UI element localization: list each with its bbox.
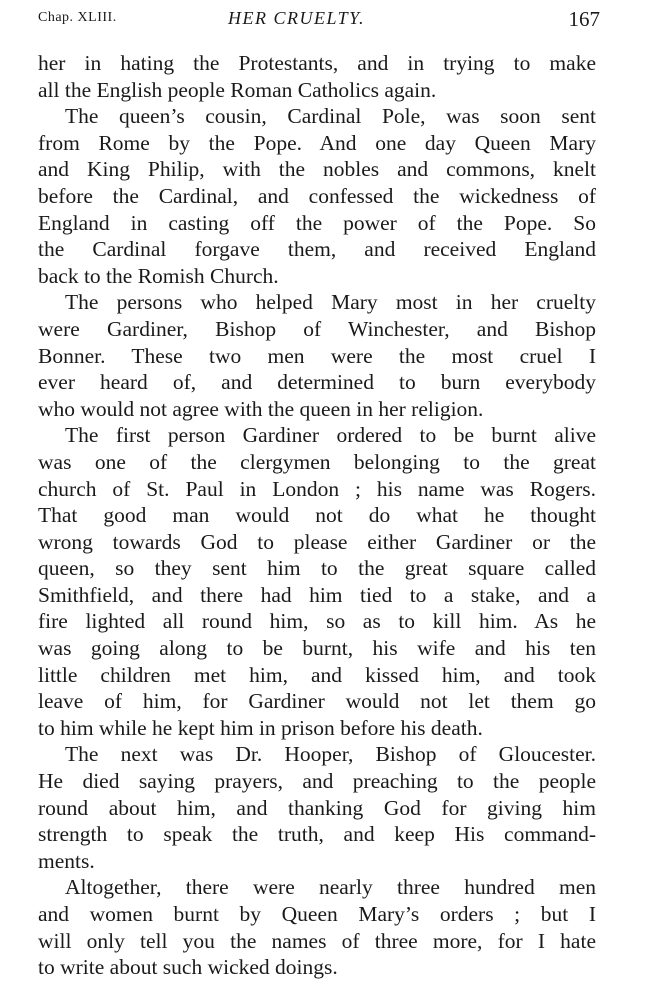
text-line: ments. xyxy=(38,848,95,873)
text-line: fire lighted all round him, so as to kill him. As he xyxy=(38,609,596,634)
paragraph xyxy=(38,103,596,289)
text-line: The queen’s cousin, Cardinal Pole, was soon sent xyxy=(65,104,596,129)
chapter-label: Chap. XLIII. xyxy=(38,10,117,25)
running-title: HER CRUELTY. xyxy=(228,8,366,28)
text-line: The first person Gardiner ordered to be burnt alive xyxy=(65,423,596,448)
text-line: Bonner. These two men were the most cruel I xyxy=(38,343,596,368)
text-line: church of St. Paul in London ; his name was Rogers. xyxy=(38,476,596,501)
running-head xyxy=(38,6,600,30)
text-line: ever heard of, and determined to burn everybody xyxy=(38,370,596,395)
text-line: little children met him, and kissed him, and took xyxy=(38,662,596,687)
text-line: and women burnt by Queen Mary’s orders ; but I xyxy=(38,902,596,926)
text-line: were Gardiner, Bishop of Winchester, and Bishop xyxy=(38,316,596,341)
text-line: and King Philip, with the nobles and commons, knelt xyxy=(38,157,596,182)
text-line: England in casting off the power of the Pope. So xyxy=(38,210,596,235)
text-line: queen, so they sent him to the great square called xyxy=(38,556,596,581)
text-line: strength to speak the truth, and keep His command- xyxy=(38,822,596,847)
text-line: before the Cardinal, and confessed the wickedness of xyxy=(38,183,596,208)
text-line: He died saying prayers, and preaching to the people xyxy=(38,769,596,794)
text-line: to write about such wicked doings. xyxy=(38,955,338,980)
text-line: to him while he kept him in prison before his death. xyxy=(38,715,483,740)
text-line: Altogether, there were nearly three hundred men xyxy=(65,875,596,900)
text-line: round about him, and thanking God for giving him xyxy=(38,795,596,820)
text-line: back to the Romish Church. xyxy=(38,263,279,288)
text-line: from Rome by the Pope. And one day Queen Mary xyxy=(38,130,596,155)
text-line: leave of him, for Gardiner would not let them go xyxy=(38,689,596,714)
text-line: That good man would not do what he thought xyxy=(38,503,596,528)
paragraph xyxy=(38,50,596,103)
text-line: Smithfield, and there had him tied to a stake, and a xyxy=(38,582,596,607)
body-text xyxy=(38,50,596,981)
paragraph xyxy=(38,289,596,422)
paragraph xyxy=(38,741,596,874)
text-line: was one of the clergymen belonging to the great xyxy=(38,449,596,474)
text-line: was going along to be burnt, his wife and his ten xyxy=(38,636,596,661)
text-line: The persons who helped Mary most in her cruelty xyxy=(65,290,596,315)
text-line: her in hating the Protestants, and in trying to make xyxy=(38,51,596,75)
paragraph xyxy=(38,874,596,980)
page-number: 167 xyxy=(568,7,600,31)
text-line: wrong towards God to please either Gardiner or the xyxy=(38,529,596,554)
paragraph xyxy=(38,422,596,741)
text-line: who would not agree with the queen in her religion. xyxy=(38,396,484,421)
text-line: The next was Dr. Hooper, Bishop of Gloucester. xyxy=(65,742,596,767)
text-line: the Cardinal forgave them, and received England xyxy=(38,237,596,262)
text-line: all the English people Roman Catholics again. xyxy=(38,77,437,102)
text-line: will only tell you the names of three more, for I hate xyxy=(38,928,596,953)
